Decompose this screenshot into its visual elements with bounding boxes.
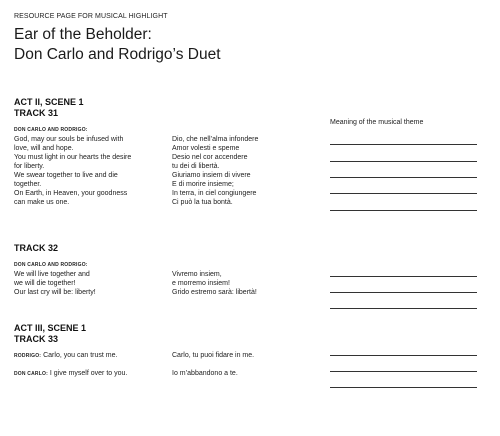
section3-line2-english	[14, 369, 127, 379]
answer-line	[330, 292, 477, 293]
section1-speaker: DON CARLO AND RODRIGO:	[14, 127, 88, 133]
lyric-line: Giuriamo insiem di vivere	[172, 172, 251, 179]
page-kicker: RESOURCE PAGE FOR MUSICAL HIGHLIGHT	[14, 13, 168, 20]
section1-italian-lyrics	[172, 135, 258, 207]
section3-line1-italian: Carlo, tu puoi fidare in me.	[172, 352, 255, 359]
section2-speaker: DON CARLO AND RODRIGO:	[14, 262, 88, 268]
section3-scene-heading: ACT III, SCENE 1	[14, 323, 87, 333]
speaker-label: RODRIGO:	[14, 353, 42, 359]
lyric-line: In terra, in ciel congiungere	[172, 190, 257, 197]
answer-line	[330, 355, 477, 356]
lyric-line: We will live together and	[14, 271, 90, 278]
lyric-line: You must light in our hearts the desire	[14, 154, 132, 161]
lyric-line: can make us one.	[14, 199, 70, 206]
lyric-line: for liberty.	[14, 163, 45, 170]
lyric-line: Vivremo insiem,	[172, 271, 222, 278]
lyric-line: together.	[14, 181, 42, 188]
lyric-line: Our last cry will be: liberty!	[14, 289, 96, 296]
answer-line	[330, 177, 477, 178]
lyric-text: Carlo, you can trust me.	[43, 352, 118, 359]
lyric-line: God, may our souls be infused with	[14, 136, 124, 143]
answer-line	[330, 193, 477, 194]
speaker-label: DON CARLO:	[14, 371, 48, 377]
lyric-line: Grido estremo sarà: libertà!	[172, 289, 257, 296]
answer-line	[330, 308, 477, 309]
lyric-line: Desio nel cor accendere	[172, 154, 248, 161]
lyric-line: E di morire insieme;	[172, 181, 234, 188]
answer-line	[330, 371, 477, 372]
section3-track-heading: TRACK 33	[14, 334, 59, 344]
section2-track-heading: TRACK 32	[14, 243, 59, 253]
section2-english-lyrics	[14, 270, 96, 297]
section3-line2-italian: Io m’abbandono a te.	[172, 370, 238, 377]
lyric-line: We swear together to live and die	[14, 172, 118, 179]
page-title-line2: Don Carlo and Rodrigo’s Duet	[14, 46, 221, 63]
lyric-line: Amor volesti e speme	[172, 145, 240, 152]
lyric-line: love, will and hope.	[14, 145, 74, 152]
lyric-line: tu dei di libertà.	[172, 163, 220, 170]
answer-line	[330, 144, 477, 145]
section1-track-heading: TRACK 31	[14, 108, 59, 118]
answer-line	[330, 387, 477, 388]
answer-line	[330, 161, 477, 162]
lyric-line: e morremo insiem!	[172, 280, 230, 287]
section1-scene-heading: ACT II, SCENE 1	[14, 97, 84, 107]
answer-line	[330, 276, 477, 277]
lyric-line: On Earth, in Heaven, your goodness	[14, 190, 128, 197]
section1-english-lyrics	[14, 135, 131, 207]
lyric-line: Dio, che nell’alma infondere	[172, 136, 259, 143]
section2-italian-lyrics	[172, 270, 257, 297]
lyric-line: we will die together!	[14, 280, 76, 287]
meaning-column-label: Meaning of the musical theme	[330, 119, 424, 126]
lyric-text: I give myself over to you.	[49, 370, 128, 377]
page-title-line1: Ear of the Beholder:	[14, 26, 152, 43]
section3-line1-english	[14, 351, 117, 361]
lyric-line: Ci può la tua bontà.	[172, 199, 233, 206]
answer-line	[330, 210, 477, 211]
